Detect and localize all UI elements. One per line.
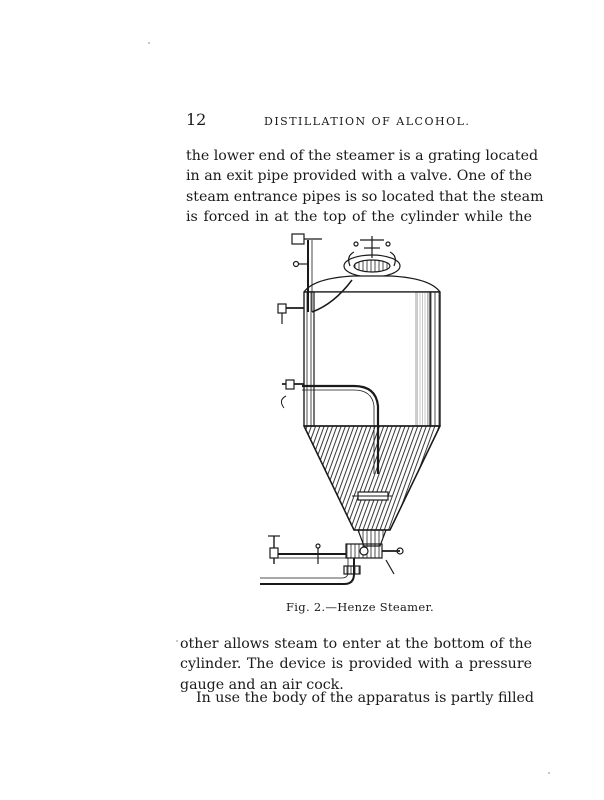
running-head: DISTILLATION OF ALCOHOL. [264, 115, 471, 128]
scan-speck [176, 640, 178, 642]
figure-caption: Fig. 2.—Henze Steamer. [286, 600, 434, 614]
text-line: In use the body of the apparatus is partly filled [196, 690, 534, 706]
text-line: the lower end of the steamer is a grating located [186, 148, 539, 164]
manhole-lid [344, 236, 400, 277]
scan-speck [148, 42, 150, 44]
paragraph-steam-bottom [180, 634, 532, 695]
text-line: steam entrance pipes is so located that the steam [186, 188, 544, 205]
text-line: in an exit pipe provided with a valve. One of the [186, 168, 532, 185]
page-number: 12 [186, 110, 207, 129]
text-line: cylinder. The device is provided with a pressure [180, 656, 532, 673]
paragraph-steamer-grating [186, 146, 544, 227]
paragraph-apparatus-use [186, 688, 532, 708]
text-line: is forced in at the top of the cylinder while the [186, 208, 532, 225]
text-line: gauge and an air cock. [180, 676, 344, 693]
text-line: other allows steam to enter at the bottom of the [180, 636, 532, 652]
henze-steamer-illustration [254, 230, 454, 602]
scan-speck [548, 772, 550, 774]
page-header [186, 110, 532, 130]
